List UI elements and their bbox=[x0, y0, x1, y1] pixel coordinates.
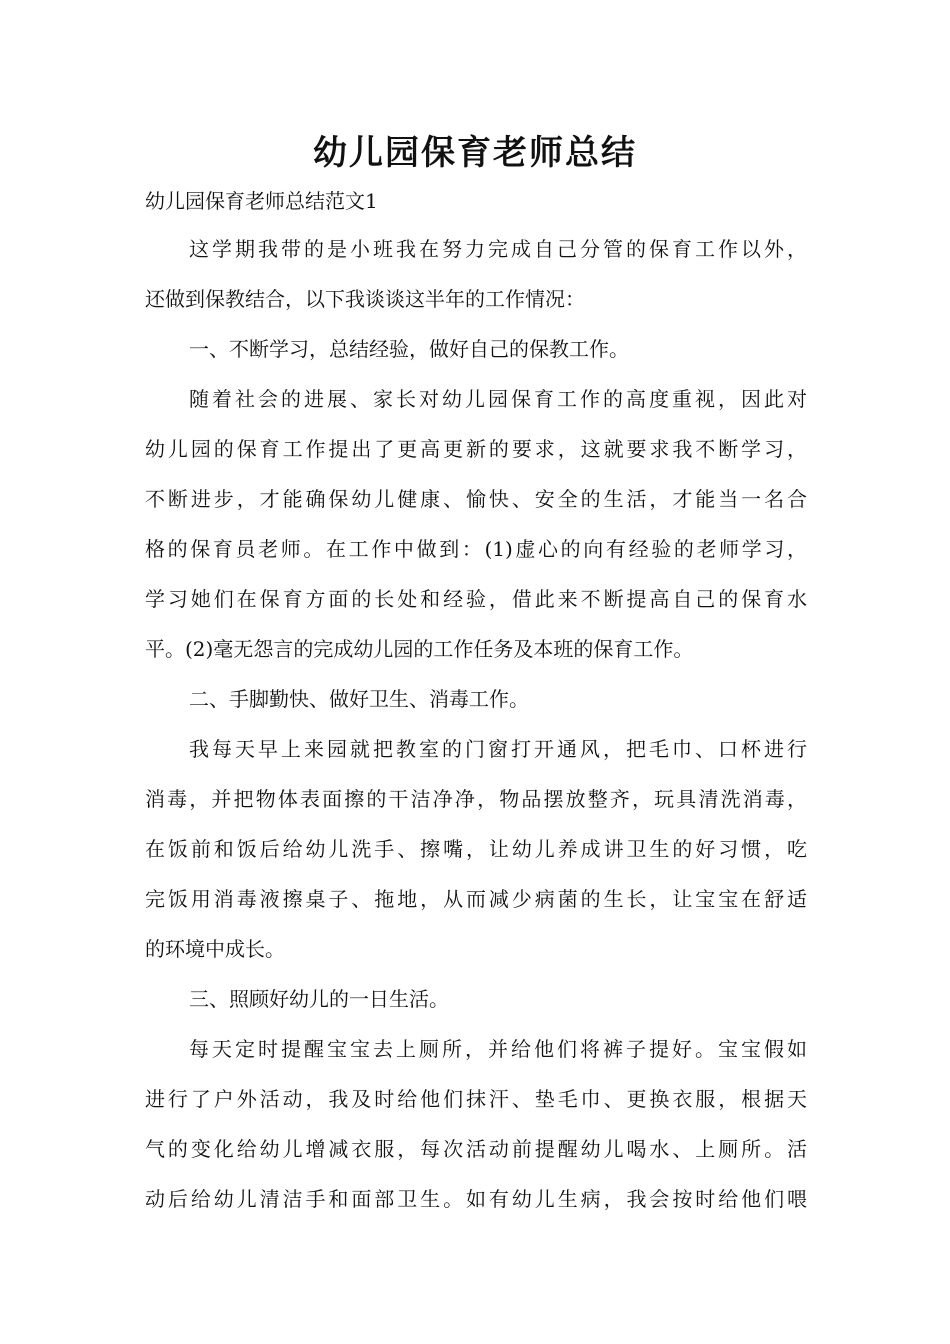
text-line: 二、手脚勤快、做好卫生、消毒工作。 bbox=[189, 687, 529, 711]
text-line: 三、照顾好幼儿的一日生活。 bbox=[189, 987, 449, 1011]
text-line: 不断进步，才能确保幼儿健康、愉快、安全的生活，才能当一名合 bbox=[145, 487, 807, 511]
text-line: 每天定时提醒宝宝去上厕所，并给他们将裤子提好。宝宝假如 bbox=[189, 1037, 807, 1061]
document-subtitle: 幼儿园保育老师总结范文1 bbox=[145, 189, 378, 213]
text-line: 格的保育员老师。在工作中做到：(1)虚心的向有经验的老师学习， bbox=[145, 537, 807, 561]
text-line: 完饭用消毒液擦桌子、拖地，从而减少病菌的生长，让宝宝在舒适 bbox=[145, 887, 807, 911]
text-line: 在饭前和饭后给幼儿洗手、擦嘴，让幼儿养成讲卫生的好习惯，吃 bbox=[145, 837, 807, 861]
text-line: 进行了户外活动，我及时给他们抹汗、垫毛巾、更换衣服，根据天 bbox=[145, 1087, 807, 1111]
text-line: 还做到保教结合，以下我谈谈这半年的工作情况： bbox=[145, 287, 585, 311]
text-line: 动后给幼儿清洁手和面部卫生。如有幼儿生病，我会按时给他们喂 bbox=[145, 1187, 807, 1211]
text-line: 我每天早上来园就把教室的门窗打开通风，把毛巾、口杯进行 bbox=[189, 737, 807, 761]
text-line: 一、不断学习，总结经验，做好自己的保教工作。 bbox=[189, 337, 629, 361]
text-line: 消毒，并把物体表面擦的干洁净净，物品摆放整齐，玩具清洗消毒， bbox=[145, 787, 807, 811]
document-body bbox=[145, 232, 807, 1232]
text-line: 的环境中成长。 bbox=[145, 937, 285, 961]
text-line: 学习她们在保育方面的长处和经验，借此来不断提高自己的保育水 bbox=[145, 587, 807, 611]
text-line: 随着社会的进展、家长对幼儿园保育工作的高度重视，因此对 bbox=[189, 387, 807, 411]
text-line: 幼儿园的保育工作提出了更高更新的要求，这就要求我不断学习， bbox=[145, 437, 807, 461]
text-line: 气的变化给幼儿增减衣服，每次活动前提醒幼儿喝水、上厕所。活 bbox=[145, 1137, 807, 1161]
text-line: 平。(2)毫无怨言的完成幼儿园的工作任务及本班的保育工作。 bbox=[145, 637, 694, 661]
document-title: 幼儿园保育老师总结 bbox=[313, 133, 637, 173]
text-line: 这学期我带的是小班我在努力完成自己分管的保育工作以外， bbox=[189, 237, 807, 261]
